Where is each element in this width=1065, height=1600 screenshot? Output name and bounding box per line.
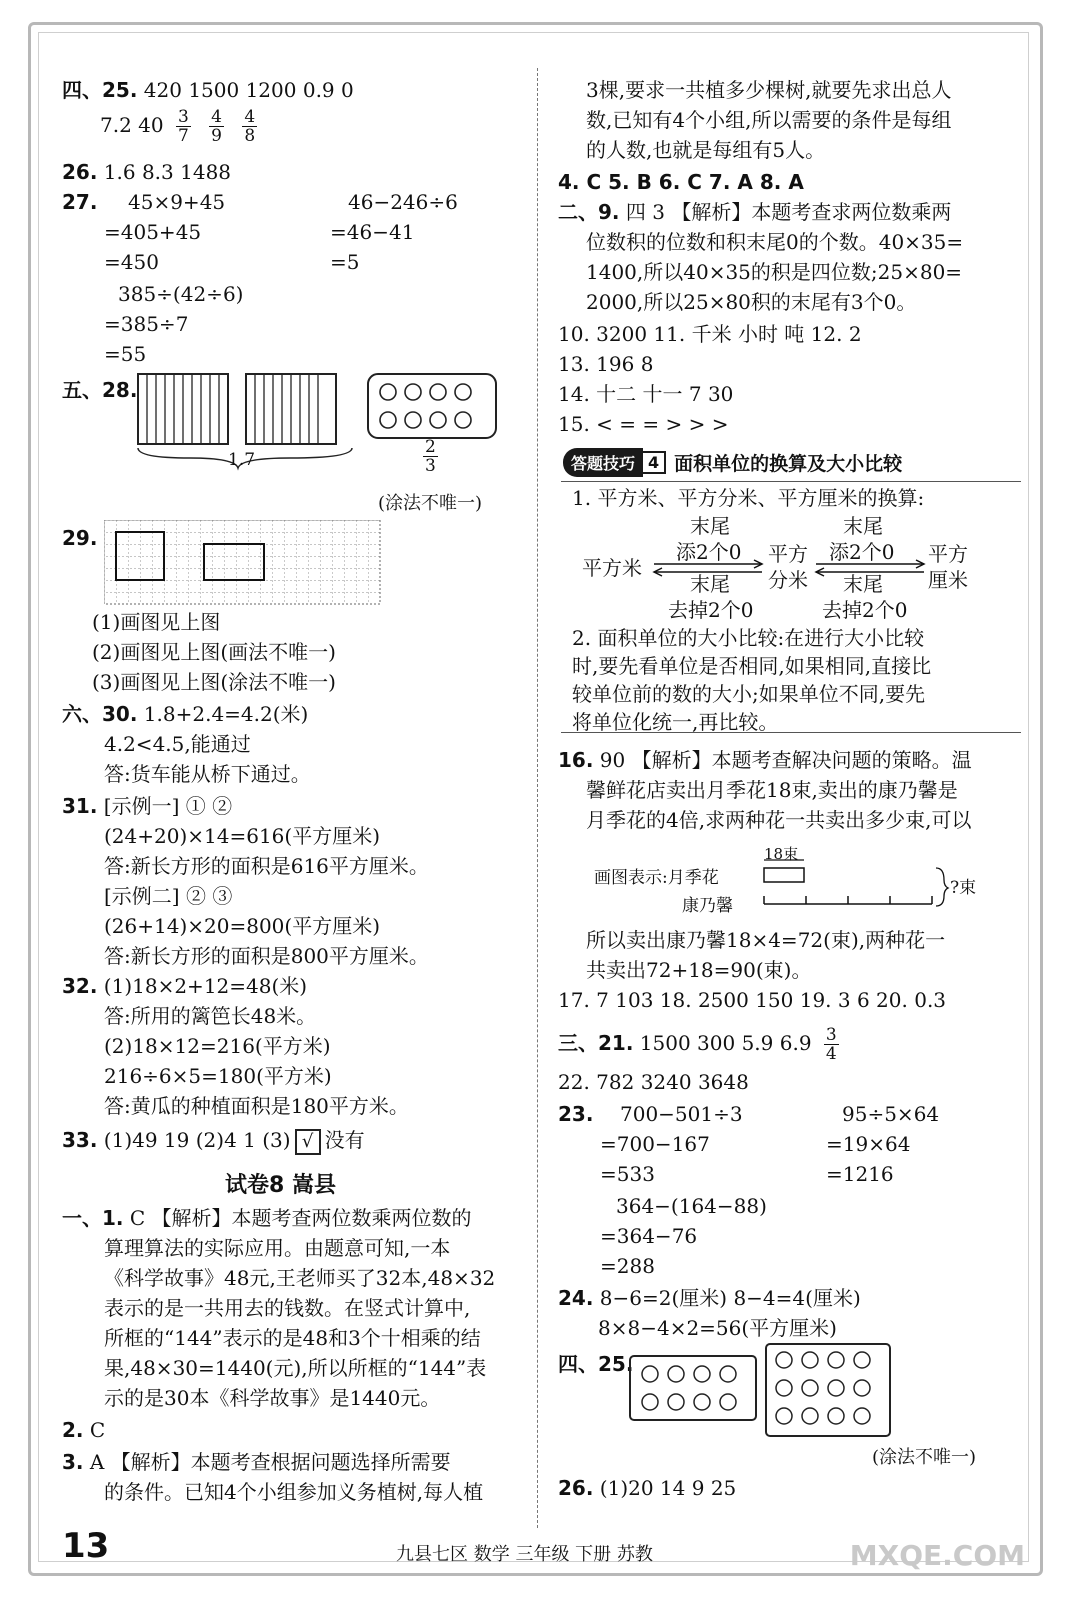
text-line: 4.2<4.5,能通过 bbox=[104, 732, 251, 756]
text-line: 较单位前的数的大小;如果单位不同,要先 bbox=[572, 682, 926, 706]
calc-line: =700−167 bbox=[600, 1132, 710, 1156]
calc-line: =364−76 bbox=[600, 1224, 698, 1248]
q30: 六、30. 1.8+2.4=4.2(米) bbox=[62, 702, 309, 726]
q29-label: 29. bbox=[62, 526, 98, 550]
text-line: (26+14)×20=800(平方厘米) bbox=[104, 914, 381, 938]
r23-label: 23. bbox=[558, 1102, 594, 1126]
note: (涂法不唯一) bbox=[378, 493, 483, 514]
calc-line: =19×64 bbox=[826, 1132, 911, 1156]
p1: 一、1. C 【解析】本题考查两位数乘两位数的 bbox=[62, 1206, 472, 1230]
calc-line: 45×9+45 bbox=[128, 190, 226, 214]
r24: 24. 8−6=2(厘米) 8−4=4(厘米) bbox=[558, 1286, 861, 1310]
text-line: 的人数,也就是每组有5人。 bbox=[586, 138, 826, 162]
calc-line: 364−(164−88) bbox=[616, 1194, 767, 1218]
tip-tail-bottom: 末尾 bbox=[843, 572, 883, 596]
column-divider bbox=[537, 68, 538, 1528]
fraction: $\frac{4}{8}$ bbox=[244, 107, 256, 146]
text-line: 答:货车能从桥下通过。 bbox=[104, 762, 311, 786]
text-line: 《科学故事》48元,王老师买了32本,48×32 bbox=[104, 1266, 496, 1290]
q28-fraction: $\frac{2}{3}$ bbox=[425, 437, 436, 476]
r16-carnation: 康乃馨 bbox=[682, 896, 733, 916]
page-number: 13 bbox=[62, 1526, 110, 1566]
q32: 32. (1)18×2+12=48(米) bbox=[62, 974, 308, 998]
answers-10-12: 10. 3200 11. 千米 小时 吨 12. 2 bbox=[558, 322, 862, 346]
answer-22: 22. 782 3240 3648 bbox=[558, 1070, 749, 1094]
p3: 3. A 【解析】本题考查根据问题选择所需要 bbox=[62, 1450, 451, 1474]
calc-line: =5 bbox=[330, 250, 360, 274]
p2: 2. C bbox=[62, 1418, 106, 1442]
text-line: 月季花的4倍,求两种花一共卖出多少束,可以 bbox=[586, 808, 972, 832]
text-line: 1. 平方米、平方分米、平方厘米的换算: bbox=[572, 486, 925, 510]
r25-label: 四、25. bbox=[558, 1352, 634, 1376]
text-line: 所以卖出康乃馨18×4=72(束),两种花一 bbox=[586, 928, 946, 952]
r16-top-label: 18束 bbox=[764, 845, 799, 863]
text-line: 示的是30本《科学故事》是1440元。 bbox=[104, 1386, 441, 1410]
text-line: 2000,所以25×80积的末尾有3个0。 bbox=[586, 290, 917, 314]
text-line: 2. 面积单位的大小比较:在进行大小比较 bbox=[572, 626, 925, 650]
answer-15: 15. < = = > > > bbox=[558, 412, 729, 436]
calc-line: 700−501÷3 bbox=[620, 1102, 743, 1126]
calc-line: =288 bbox=[600, 1254, 655, 1278]
calc-line: =1216 bbox=[826, 1162, 894, 1186]
text-line: 216÷6×5=180(平方米) bbox=[104, 1064, 332, 1088]
paper-title: 试卷8 嵩县 bbox=[225, 1173, 336, 1198]
note: (涂法不唯一) bbox=[872, 1447, 977, 1468]
text-line: 8×8−4×2=56(平方厘米) bbox=[598, 1316, 837, 1340]
text-line: (24+20)×14=616(平方厘米) bbox=[104, 824, 381, 848]
watermark: MXQE.COM bbox=[849, 1539, 1025, 1572]
r9: 二、9. 四 3 【解析】本题考查求两位数乘两 bbox=[558, 200, 952, 224]
calc-line: =533 bbox=[600, 1162, 655, 1186]
calc-line: 46−246÷6 bbox=[348, 190, 458, 214]
text-line: 表示的是一共用去的钱数。在竖式计算中, bbox=[104, 1296, 471, 1320]
text-line: 位数积的位数和积末尾0的个数。40×35= bbox=[586, 230, 964, 254]
calc-line: 385÷(42÷6) bbox=[118, 282, 244, 306]
tip-remove: 去掉2个0 bbox=[822, 598, 908, 622]
text-line: 共卖出72+18=90(束)。 bbox=[586, 958, 812, 982]
q29-grid bbox=[104, 520, 384, 606]
unit-label: 平方 bbox=[768, 542, 808, 566]
tip-badge: 答题技巧 bbox=[563, 448, 643, 477]
r26: 26. (1)20 14 9 25 bbox=[558, 1476, 737, 1500]
r16: 16. 90 【解析】本题考查解决问题的策略。温 bbox=[558, 748, 972, 772]
text-line: [示例二] ② ③ bbox=[104, 884, 233, 908]
q26: 26. 1.6 8.3 1488 bbox=[62, 160, 232, 184]
calc-line: =55 bbox=[104, 342, 147, 366]
fraction: $\frac{3}{7}$ bbox=[177, 107, 189, 146]
text-line: 的条件。已知4个小组参加义务植树,每人植 bbox=[104, 1480, 484, 1504]
answer-13: 13. 196 8 bbox=[558, 352, 654, 376]
text-line: 3棵,要求一共植多少棵树,就要先求出总人 bbox=[586, 78, 952, 102]
calc-line: =385÷7 bbox=[104, 312, 189, 336]
unit-label: 平方 bbox=[928, 542, 968, 566]
text-line: 时,要先看单位是否相同,如果相同,直接比 bbox=[572, 654, 932, 678]
text-line: 答:所用的篱笆长48米。 bbox=[104, 1004, 317, 1028]
tip-add: 添2个0 bbox=[829, 540, 895, 564]
q28-figure bbox=[130, 368, 520, 480]
calc-line: =46−41 bbox=[330, 220, 415, 244]
text-line: 答:黄瓜的种植面积是180平方米。 bbox=[104, 1094, 409, 1118]
unit-label: 平方米 bbox=[582, 556, 642, 580]
tip-number: 4 bbox=[641, 451, 666, 474]
r21: 三、21. 1500 300 5.9 6.9 $\frac{3}{4}$ bbox=[558, 1025, 837, 1064]
text-line: (3)画图见上图(涂法不唯一) bbox=[92, 670, 336, 694]
tip-tail-top: 末尾 bbox=[690, 514, 730, 538]
tip-remove: 去掉2个0 bbox=[668, 598, 754, 622]
tip-tail-bottom: 末尾 bbox=[690, 572, 730, 596]
text-line: 所框的“144”表示的是48和3个十相乘的结 bbox=[104, 1326, 481, 1350]
text-line: (2)18×12=216(平方米) bbox=[104, 1034, 331, 1058]
text-line: 果,48×30=1440(元),所以所框的“144”表 bbox=[104, 1356, 487, 1380]
tip-add: 添2个0 bbox=[676, 540, 742, 564]
text-line: (2)画图见上图(画法不唯一) bbox=[92, 640, 336, 664]
text-line: 馨鲜花店卖出月季花18束,卖出的康乃馨是 bbox=[586, 778, 958, 802]
q28-label-17: 1.7 bbox=[228, 450, 256, 470]
unit-label: 厘米 bbox=[928, 568, 968, 592]
q27-label: 27. bbox=[62, 190, 98, 214]
fraction: $\frac{4}{9}$ bbox=[211, 107, 222, 146]
r16-diagram bbox=[760, 856, 950, 916]
text-line: 1400,所以40×35的积是四位数;25×80= bbox=[586, 260, 963, 284]
text-line: 将单位化统一,再比较。 bbox=[572, 710, 779, 734]
text-line: 答:新长方形的面积是800平方厘米。 bbox=[104, 944, 429, 968]
text-line: 算理算法的实际应用。由题意可知,一本 bbox=[104, 1236, 451, 1260]
calc-line: =450 bbox=[104, 250, 159, 274]
tip-header bbox=[563, 447, 902, 477]
footer-text: 九县七区 数学 三年级 下册 苏教 bbox=[396, 1544, 653, 1565]
calc-line: =405+45 bbox=[104, 220, 202, 244]
tip-title: 面积单位的换算及大小比较 bbox=[674, 452, 903, 475]
text-line: (1)画图见上图 bbox=[92, 610, 221, 634]
r25-figure bbox=[628, 1342, 898, 1438]
text-line: 数,已知有4个小组,所以需要的条件是每组 bbox=[586, 108, 952, 132]
q28-label: 五、28. bbox=[62, 378, 138, 402]
r16-question: ?束 bbox=[950, 878, 977, 898]
q31: 31. [示例一] ① ② bbox=[62, 794, 233, 818]
q25: 四、25. 420 1500 1200 0.9 0 bbox=[62, 78, 354, 102]
q33: 33. (1)49 19 (2)4 1 (3) √ 没有 bbox=[62, 1126, 365, 1155]
q25-line2: 7.2 40 $\frac{3}{7}$ $\frac{4}{9}$ $\frac{4}{8}$ bbox=[100, 107, 256, 146]
tip-tail-top: 末尾 bbox=[843, 514, 883, 538]
unit-label: 分米 bbox=[768, 568, 808, 592]
check-box: √ bbox=[295, 1129, 321, 1155]
answers-4-8: 4. C 5. B 6. C 7. A 8. A bbox=[558, 170, 804, 194]
answers-17-20: 17. 7 103 18. 2500 150 19. 3 6 20. 0.3 bbox=[558, 988, 947, 1012]
text-line: 答:新长方形的面积是616平方厘米。 bbox=[104, 854, 429, 878]
r16-draw: 画图表示:月季花 bbox=[594, 868, 719, 888]
calc-line: 95÷5×64 bbox=[842, 1102, 940, 1126]
answer-14: 14. 十二 十一 7 30 bbox=[558, 382, 734, 406]
